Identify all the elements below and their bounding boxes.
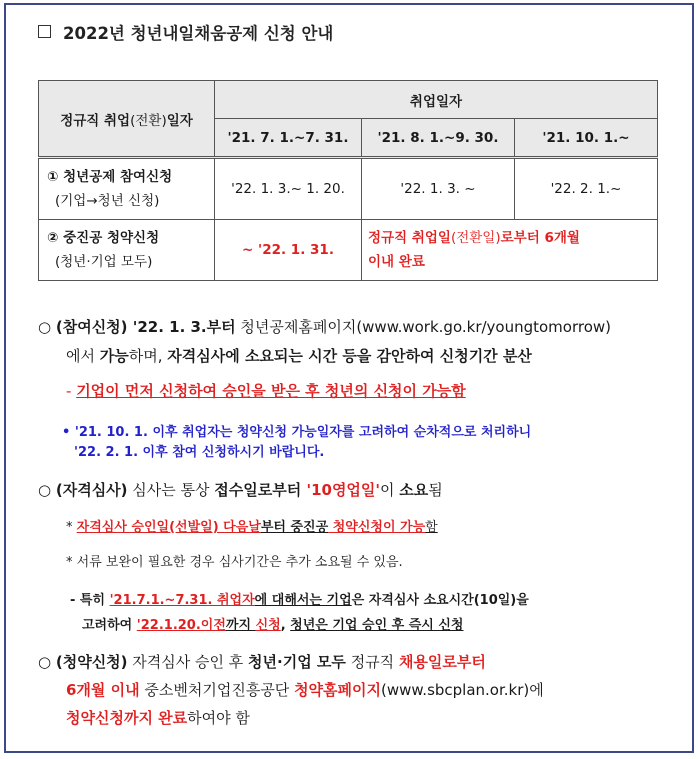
table-cell: '22. 1. 3.~ 1. 20. xyxy=(215,158,362,220)
participation-note-line1: • '21. 10. 1. 이후 취업자는 청약신청 가능일자를 고려하여 순차적으로 처리하니 xyxy=(62,425,532,440)
period-cell: '21. 7. 1.~7. 31. xyxy=(215,119,362,158)
table-row xyxy=(39,158,658,220)
section-subscription-line2: 6개월 이내 중소벤처기업진흥공단 청약홈페이지(www.sbcplan.or.kr)에 xyxy=(66,681,544,699)
row-header-cell: 정규직 취업(전환)일자 xyxy=(39,81,215,158)
col-header-cell: 취업일자 xyxy=(215,81,658,119)
section-review-line5: 고려하여 '22.1.20.이전까지 신청, 청년은 기업 승인 후 즉시 신청 xyxy=(82,618,464,633)
row-label-cell: ① 청년공제 참여신청 (기업→청년 신청) xyxy=(39,158,215,220)
section-review-line3: * 서류 보완이 필요한 경우 심사기간은 추가 소요될 수 있음. xyxy=(66,555,403,570)
schedule-table xyxy=(38,80,658,281)
row-label-cell: ② 중진공 청약신청 (청년·기업 모두) xyxy=(39,220,215,281)
section-review-line2: * 자격심사 승인일(선발일) 다음날부터 중진공 청약신청이 가능함 xyxy=(66,520,438,535)
participation-note-line2: '22. 2. 1. 이후 참여 신청하시기 바랍니다. xyxy=(74,445,325,460)
section-review-line1: ○ (자격심사) 심사는 통상 접수일로부터 '10영업일'이 소요됨 xyxy=(38,481,443,499)
section-participation-line1: ○ (참여신청) '22. 1. 3.부터 청년공제홈페이지(www.work.go.kr/youngtomorrow) xyxy=(38,318,612,336)
section-subscription-line1: ○ (청약신청) 자격심사 승인 후 청년·기업 모두 정규직 채용일로부터 xyxy=(38,653,486,671)
section-review-line4: - 특히 '21.7.1.~7.31. 취업자에 대해서는 기업은 자격심사 소요시간(10일)을 xyxy=(70,593,529,608)
table-cell: 정규직 취업일(전환일)로부터 6개월 이내 완료 xyxy=(362,220,658,281)
section-subscription-line3: 청약신청까지 완료하여야 함 xyxy=(66,709,250,727)
table-row xyxy=(39,220,658,281)
table-cell: '22. 1. 3. ~ xyxy=(362,158,515,220)
section-participation-line2: 에서 가능하며, 자격심사에 소요되는 시간 등을 감안하여 신청기간 분산 xyxy=(66,347,532,365)
period-cell: '21. 10. 1.~ xyxy=(515,119,658,158)
table-cell: ~ '22. 1. 31. xyxy=(215,220,362,281)
section-participation-line3: - 기업이 먼저 신청하여 승인을 받은 후 청년의 신청이 가능함 xyxy=(66,382,466,400)
table-cell: '22. 2. 1.~ xyxy=(515,158,658,220)
bullet-icon: • xyxy=(62,425,71,440)
table-header-row xyxy=(39,81,658,119)
document-title: 2022년 청년내일채움공제 신청 안내 xyxy=(38,20,333,44)
period-cell: '21. 8. 1.~9. 30. xyxy=(362,119,515,158)
checkbox-square-icon xyxy=(38,25,51,38)
